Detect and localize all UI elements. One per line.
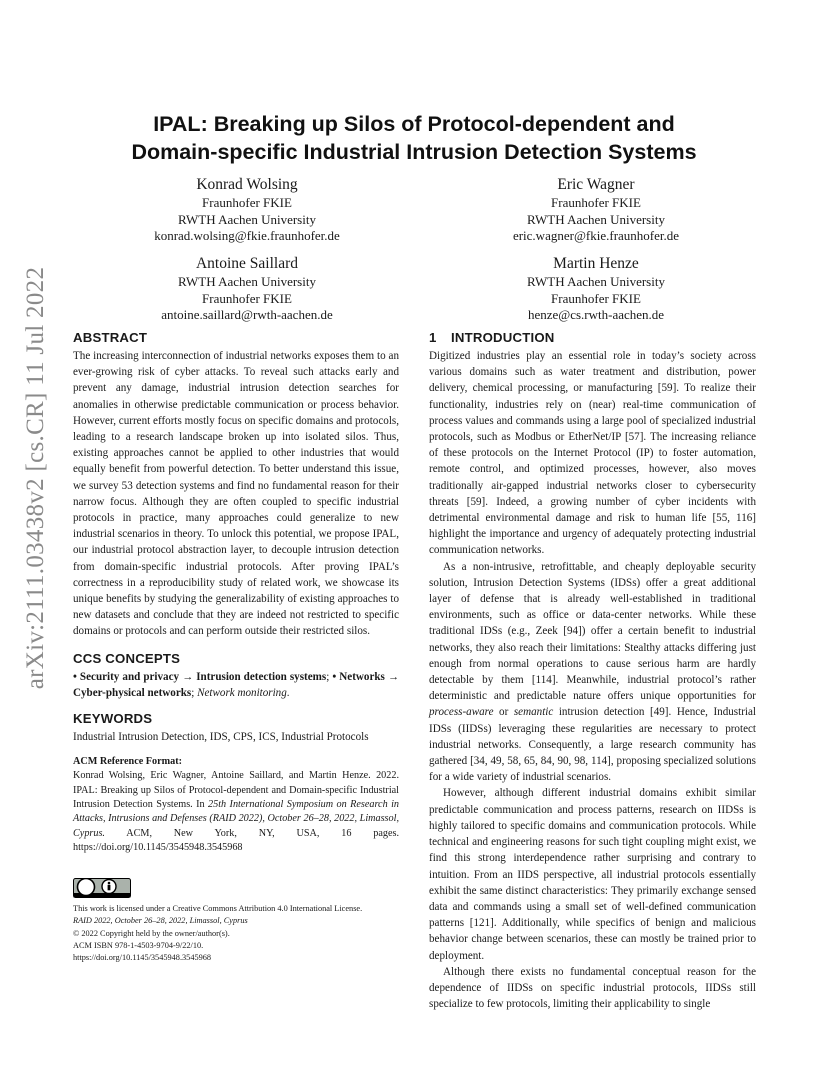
author-affiliation: RWTH Aachen University — [527, 211, 665, 227]
author-affiliation: RWTH Aachen University — [178, 211, 316, 227]
left-column — [73, 328, 399, 856]
abstract-text: The increasing interconnection of industrial networks exposes them to an ever-growing risk of cyber attacks. To reveal such attacks early and prevent any damage, industrial intrusion detection searches for anomalies in otherwise predictable communication or process behavior. However, current efforts mostly focus on specific domains and protocols, leading to a research landscape broken up into isolated silos. Thus, existing approaches cannot be applied to other industries that would equally benefit from powerful detection. To better understand this issue, we survey 53 detection systems and find no fundamental reason for their narrow focus. Although they are often coupled to specific industrial protocols in practice, many approaches could generalize to new industrial scenarios in theory. To unlock this potential, we propose IPAL, our industrial protocol abstraction layer, to decouple intrusion detection from domain-specific industrial protocols. After proving IPAL’s correctness in a reproducibility study of related work, we showcase its unique benefits by studying the generalizability of existing approaches to new datasets and conclude that they are indeed not restricted to specific domains or protocols and can perform outside their restricted silos. — [73, 350, 399, 638]
abstract-heading: ABSTRACT — [73, 330, 148, 345]
author-email: antoine.saillard@rwth-aachen.de — [161, 307, 333, 322]
right-column — [429, 328, 756, 1012]
copyright-text: © 2022 Copyright held by the owner/author(s). — [73, 928, 230, 938]
arxiv-identifier: arXiv:2111.03438v2 [cs.CR] 11 Jul 2022 — [22, 266, 49, 690]
author-block — [451, 254, 741, 324]
license-text: This work is licensed under a Creative Commons Attribution 4.0 International License. — [73, 904, 363, 913]
intro-paragraph: Digitized industries play an essential role in today’s society across various domains such as water treatment and distribution, power delivery, chemical processing, or manufacturing [59]. To realize their functionality, industries rely on (near) real-time communication of process values and commands using a large pool of specialized industrial protocols, such as Modbus or EtherNet/IP [57]. The increasing reliance of these protocols on the Internet Protocol (IP) to foster automation, remote control, and optimized processes, however, also moves traditionally air-gapped industrial networks closer to cybersecurity threats [59]. Indeed, a growing number of cyber incidents with detrimental environmental damage and risk to human life [55, 116] highlight the importance and urgency of adequately protecting industrial communication networks. — [429, 350, 756, 557]
author-name: Martin Henze — [553, 255, 639, 272]
author-affiliation: Fraunhofer FKIE — [202, 290, 292, 306]
keywords-text: Industrial Intrusion Detection, IDS, CPS, ICS, Industrial Protocols — [73, 731, 369, 744]
author-affiliation: Fraunhofer FKIE — [202, 195, 292, 210]
author-block — [102, 175, 392, 245]
intro-paragraph: As a non-intrusive, retrofittable, and cheaply deployable security solution, Intrusion Detection Systems (IDSs) offer a great additional layer of defense that is already well-established in traditional environments, such as office or data-center networks. While these traditional IDSs (e.g., Zeek [94]) offer a certain benefit to industrial networks, they also reach their limitations: Stealthy attacks differing just enough from normal operations to cause serious harm are hardly detectable by them [114]. Meanwhile, industrial protocol’s rather deterministic and predictable nature offers unique opportunities for process-aware or semantic intrusion detection [49]. Hence, Industrial IDSs (IIDSs) leveraging these regularities are necessary to protect industrial networks. Consequently, a large research community has gathered [34, 49, 58, 65, 84, 90, 98, 114], proposing specialized solutions for a wide variety of industrial scenarios. — [429, 560, 756, 784]
author-email: eric.wagner@fkie.fraunhofer.de — [512, 228, 680, 243]
introduction-heading: 1 INTRODUCTION — [429, 330, 555, 345]
author-affiliation: RWTH Aachen University — [527, 274, 665, 289]
author-block — [451, 175, 741, 245]
keywords-heading: KEYWORDS — [73, 711, 153, 727]
title-line-1: IPAL: Breaking up Silos of Protocol-dependent and — [153, 112, 675, 136]
author-block — [102, 254, 392, 324]
author-affiliation: Fraunhofer FKIE — [551, 290, 641, 306]
paper-title — [74, 110, 754, 166]
author-email: konrad.wolsing@fkie.fraunhofer.de — [154, 228, 340, 243]
venue-text: RAID 2022, October 26–28, 2022, Limassol, Cyprus — [73, 916, 248, 926]
author-affiliation: RWTH Aachen University — [178, 274, 316, 289]
ccs-text: • Security and privacy → Intrusion detection systems; • Networks → Cyber-physical networks; Network monitoring. — [73, 670, 399, 699]
isbn-text: ACM ISBN 978-1-4503-9704-9/22/10. — [73, 940, 204, 950]
acm-reference-heading: ACM Reference Format: — [73, 756, 182, 768]
intro-paragraph: Although there exists no fundamental conceptual reason for the dependence of IIDSs on specific industrial protocols, IIDSs still specialize to few protocols, limiting their applicability to single — [429, 965, 756, 1011]
intro-paragraph: However, although different industrial domains exhibit similar predictable communication and process patterns, research on IIDSs is highly tailored to specific domains and communication protocols. While technical and engineering reasons for such tight coupling might exist, we find this strong interdependence rather surprising and contrary to intuition. From an IIDS perspective, all industrial protocols essentially exhibit the same distinct characteristics: They primarily exchange sensed data and commands using a small set of well-defined communication patterns [121]. Additionally, while specifics of benign and malicious behavior change between scenarios, these can mostly be trained prior to deployment. — [429, 787, 756, 962]
creative-commons-by-logo — [73, 878, 131, 903]
author-email: henze@cs.rwth-aachen.de — [527, 307, 665, 322]
cc-by-icon — [73, 878, 131, 898]
acm-reference-text: Konrad Wolsing, Eric Wagner, Antoine Saillard, and Martin Henze. 2022. IPAL: Breaking up Silos of Protocol-dependent and Domain-specific Industrial Intrusion Detection Systems. In 25th International Symposium on Research in Attacks, Intrusions and Defenses (RAID 2022), October 26–28, 2022, Limassol, Cyprus. ACM, New York, NY, USA, 16 pages. https://doi.org/10.1145/3545948.3545968 — [73, 770, 399, 854]
title-line-2: Domain-specific Industrial Intrusion Detection Systems — [131, 140, 697, 164]
author-name: Konrad Wolsing — [196, 176, 298, 193]
ccs-heading: CCS CONCEPTS — [73, 650, 181, 666]
author-name: Antoine Saillard — [195, 255, 299, 272]
author-affiliation: Fraunhofer FKIE — [551, 195, 641, 210]
doi-link[interactable]: https://doi.org/10.1145/3545948.3545968 — [73, 953, 212, 963]
author-name: Eric Wagner — [557, 176, 635, 193]
license-footer — [73, 903, 413, 964]
